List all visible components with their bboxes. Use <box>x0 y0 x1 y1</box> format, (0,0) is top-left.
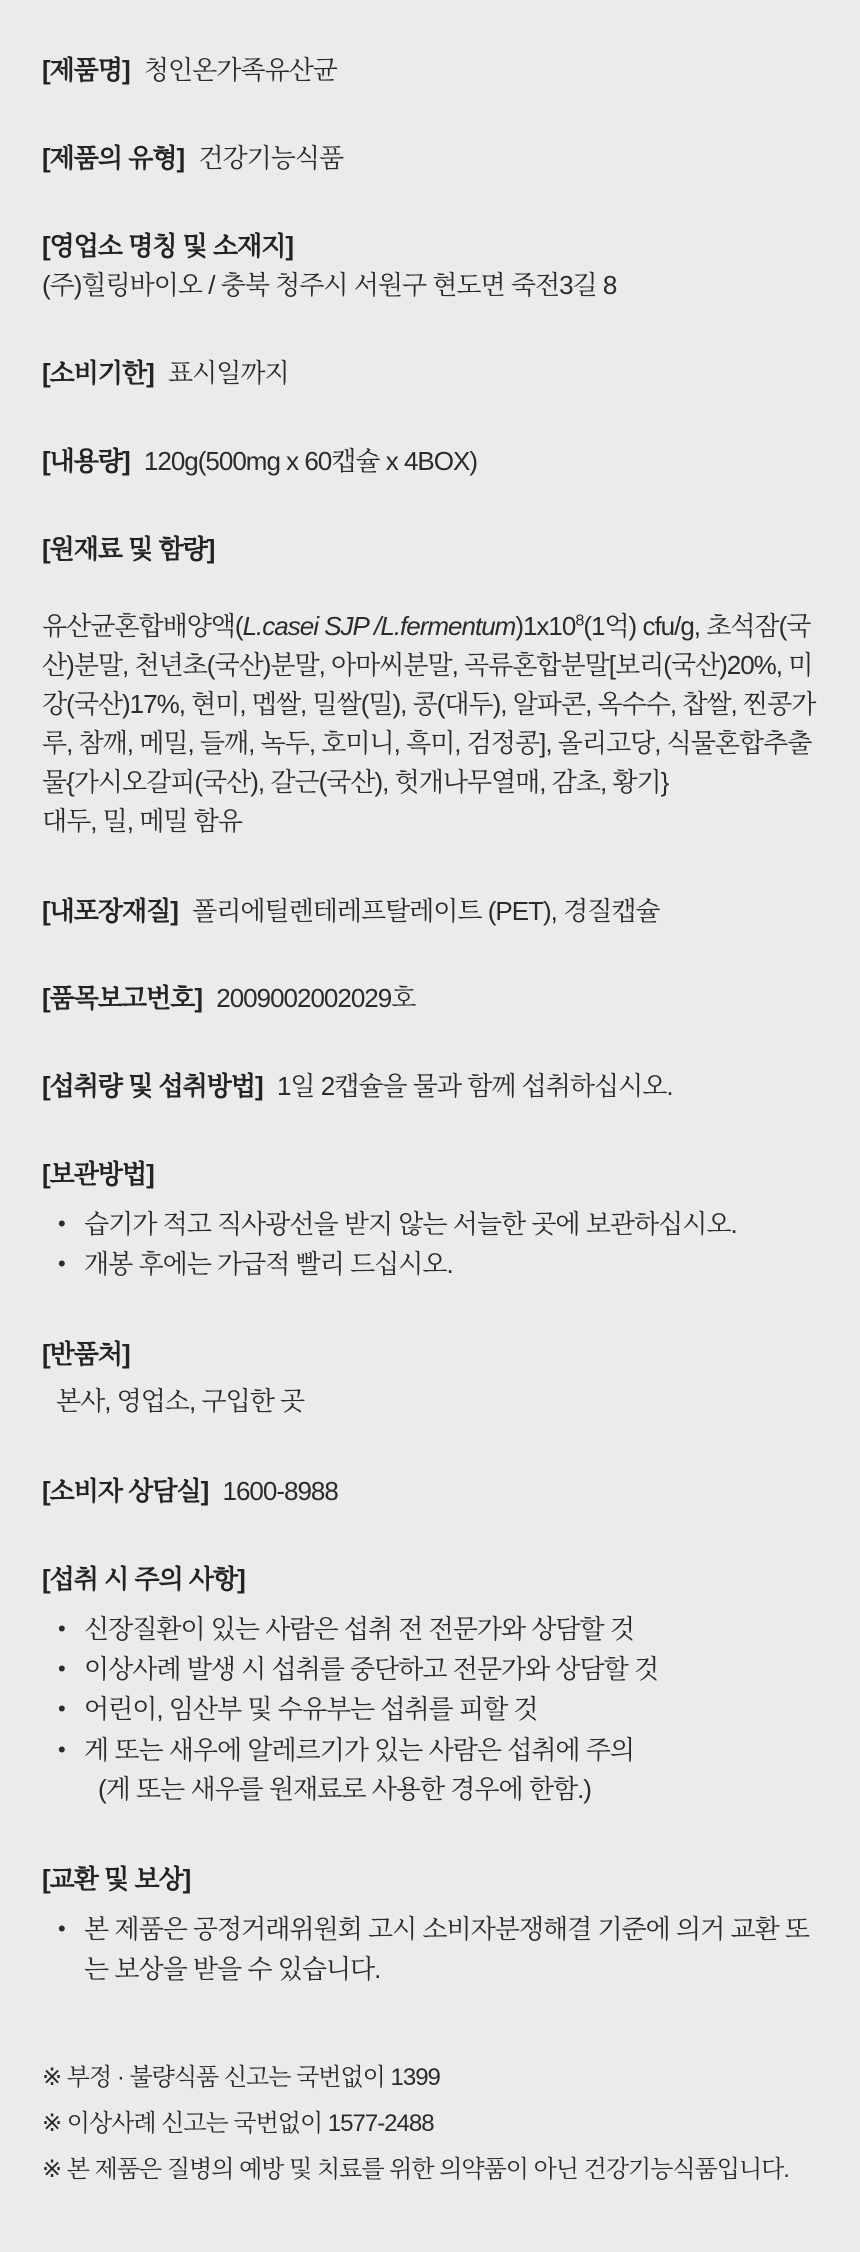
ingredients-text-after-species: )1x10 <box>515 610 576 641</box>
precaution-item: • 신장질환이 있는 사람은 섭취 전 전문가와 상담할 것 <box>58 1609 820 1649</box>
exchange-list <box>42 1909 820 1990</box>
ingredients-section <box>42 533 820 841</box>
product-name-value: 청인온가족유산균 <box>143 55 337 85</box>
precautions-section <box>42 1563 820 1809</box>
storage-item: • 습기가 적고 직사광선을 받지 않는 서늘한 곳에 보관하십시오. <box>58 1204 820 1244</box>
footnotes <box>42 2055 820 2192</box>
dosage-value: 1일 2캡슐을 물과 함께 섭취하십시오. <box>276 1071 673 1102</box>
storage-label: [보관방법] <box>42 1158 154 1189</box>
packaging-label: [내포장재질] <box>42 895 178 926</box>
product-type-value: 건강기능식품 <box>198 142 344 173</box>
allergen-note: 대두, 밀, 메밀 함유 <box>42 805 242 836</box>
net-content-label: [내용량] <box>42 445 130 476</box>
dosage-label: [섭취량 및 섭취방법] <box>42 1071 263 1102</box>
ingredients-text-main: (1억) cfu/g, 초석잠(국산)분말, 천년초(국산)분말, 아마씨분말, 곡류혼합분말[보리(국산)20%, 미강(국산)17%, 현미, 멥쌀, 밀쌀(밀), 콩(대두), 알파콘, 옥수수, 찹쌀, 찐콩가루, 참깨, 메밀, 들깨, 녹두, 호미니, 흑미, 검정콩], 올리고당, 식물혼합추출물{가시오갈피(국산), 갈근(국산), 헛개나무열매, 감초, 황기} <box>42 610 816 797</box>
consumer-center-label: [소비자 상담실] <box>42 1476 209 1507</box>
precautions-label: [섭취 시 주의 사항] <box>42 1563 245 1594</box>
precaution-item-text: 게 또는 새우에 알레르기가 있는 사람은 섭취에 주의 <box>84 1734 635 1765</box>
exchange-section <box>42 1863 820 1989</box>
business-label: [영업소 명칭 및 소재지] <box>42 230 294 261</box>
storage-section <box>42 1158 820 1284</box>
exchange-item: • 본 제품은 공정거래위원회 고시 소비자분쟁해결 기준에 의거 교환 또는 보상을 받을 수 있습니다. <box>58 1909 820 1990</box>
ingredients-text-before-species: 유산균혼합배양액( <box>42 610 243 641</box>
returns-section <box>42 1338 820 1421</box>
precaution-item: • 이상사례 발생 시 섭취를 중단하고 전문가와 상담할 것 <box>58 1649 820 1689</box>
precautions-list <box>42 1609 820 1809</box>
product-name-label: [제품명] <box>42 55 130 85</box>
packaging-value: 폴리에틸렌테레프탈레이트 (PET), 경질캡슐 <box>192 895 660 926</box>
report-number-value: 2009002002029호 <box>216 983 416 1014</box>
returns-value: 본사, 영업소, 구입한 곳 <box>56 1386 305 1417</box>
storage-item: • 개봉 후에는 가급적 빨리 드십시오. <box>58 1244 820 1284</box>
precaution-item: • 어린이, 임산부 및 수유부는 섭취를 피할 것 <box>58 1689 820 1729</box>
product-label-document <box>42 54 820 2192</box>
footnote-adverse-report: ※ 이상사례 신고는 국번없이 1577-2488 <box>42 2109 434 2137</box>
consumer-center-section <box>42 1475 820 1509</box>
product-type-section <box>42 142 820 176</box>
precaution-item-continuation: (게 또는 새우를 원재료로 사용한 경우에 한함.) <box>98 1773 591 1804</box>
dosage-section <box>42 1070 820 1104</box>
footnote-report-1399: ※ 부정 · 불량식품 신고는 국번없이 1399 <box>42 2064 440 2092</box>
net-content-section <box>42 445 820 479</box>
cfu-exponent: 8 <box>575 610 584 629</box>
consumer-center-phone: 1600-8988 <box>222 1476 338 1507</box>
net-content-value: 120g(500mg x 60캡슐 x 4BOX) <box>143 445 477 476</box>
report-number-label: [품목보고번호] <box>42 983 203 1014</box>
exchange-label: [교환 및 보상] <box>42 1863 191 1894</box>
business-address: (주)힐링바이오 / 충북 청주시 서원구 현도면 죽전3길 8 <box>42 270 617 301</box>
expiry-section <box>42 357 820 391</box>
storage-list <box>42 1204 820 1285</box>
packaging-section <box>42 895 820 929</box>
precaution-item <box>58 1730 820 1809</box>
report-number-section <box>42 982 820 1016</box>
product-type-label: [제품의 유형] <box>42 142 185 173</box>
footnote-disclaimer: ※ 본 제품은 질병의 예방 및 치료를 위한 의약품이 아닌 건강기능식품입니다. <box>42 2155 789 2183</box>
returns-label: [반품처] <box>42 1339 130 1370</box>
species-name-italic: L.casei SJP /L.fermentum <box>242 610 516 641</box>
business-section <box>42 230 820 304</box>
product-name-section <box>42 54 820 88</box>
expiry-value: 표시일까지 <box>168 358 289 389</box>
ingredients-label: [원재료 및 함량] <box>42 533 215 564</box>
ingredients-paragraph <box>42 607 820 802</box>
expiry-label: [소비기한] <box>42 358 154 389</box>
